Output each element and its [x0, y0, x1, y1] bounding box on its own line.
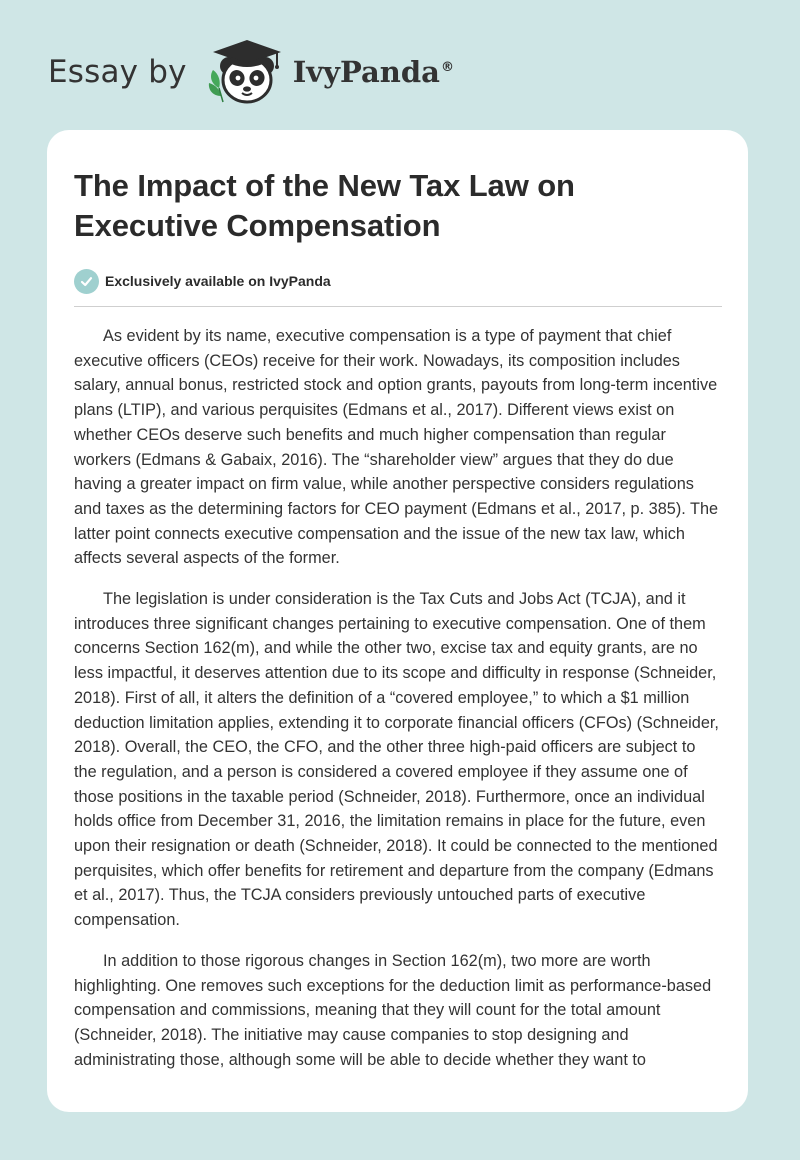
exclusive-badge — [74, 268, 722, 294]
essay-title: The Impact of the New Tax Law on Executive Compensation — [74, 168, 575, 243]
essay-paragraph: The legislation is under consideration is the Tax Cuts and Jobs Act (TCJA), and it introduces three significant changes pertaining to executive compensation. One of them concerns Section 162(m), and while the other two, excise tax and equity grants, are no less impactful, it deserves attention due to its scope and difficulty in response (Schneider, 2018). First of all, it alters the definition of a “covered employee,” to which a $1 million deduction limitation applies, extending it to corporate financial officers (CFOs) (Schneider, 2018). Overall, the CEO, the CFO, and the other three high-paid officers are subject to the regulation, and a person is considered a covered employee if they assume one of those positions in the taxable period (Schneider, 2018). Furthermore, once an individual holds office from December 31, 2016, the limitation remains in place for the future, even upon their resignation or death (Schneider, 2018). It could be connected to the mentioned perquisites, which offer benefits for retirement and departure from the company (Edmans et al., 2017). Thus, the TCJA considers previously untouched parts of executive compensation. — [74, 590, 719, 930]
site-header — [48, 36, 454, 108]
essay-paragraph: In addition to those rigorous changes in Section 162(m), two more are worth highlighting. One removes such exceptions for the deduction limit as performance-based compensation and commissions, meaning that they will count for the total amount (Schneider, 2018). The initiative may cause companies to stop designing and administrating those, although some will be able to decide whether they want to — [74, 951, 712, 1069]
essay-paragraph: As evident by its name, executive compensation is a type of payment that chief executive officers (CEOs) receive for their work. Nowadays, its composition includes salary, annual bonus, restricted stock and option grants, payouts from long-term incentive plans (LTIP), and various perquisites (Edmans et al., 2017). Different views exist on whether CEOs deserve such benefits and much higher compensation than regular workers (Edmans & Gabaix, 2016). The “shareholder view” argues that they do due having a greater impact on firm value, while another perspective considers regulations and taxes as the determining factors for CEO payment (Edmans et al., 2017, p. 385). The latter point connects executive compensation and the issue of the new tax law, which affects several aspects of the former. — [74, 327, 719, 568]
check-circle-icon — [74, 269, 99, 294]
essay-body — [74, 324, 722, 1072]
title-divider — [74, 306, 722, 307]
exclusive-label: Exclusively available on IvyPanda — [105, 273, 331, 289]
brand-name-text: IvyPanda — [292, 54, 440, 89]
panda-logo-icon[interactable] — [205, 36, 289, 108]
registered-mark: ® — [440, 59, 454, 75]
brand-name[interactable] — [292, 54, 454, 89]
essay-card — [47, 130, 748, 1112]
essay-by-label: Essay by — [48, 53, 187, 90]
